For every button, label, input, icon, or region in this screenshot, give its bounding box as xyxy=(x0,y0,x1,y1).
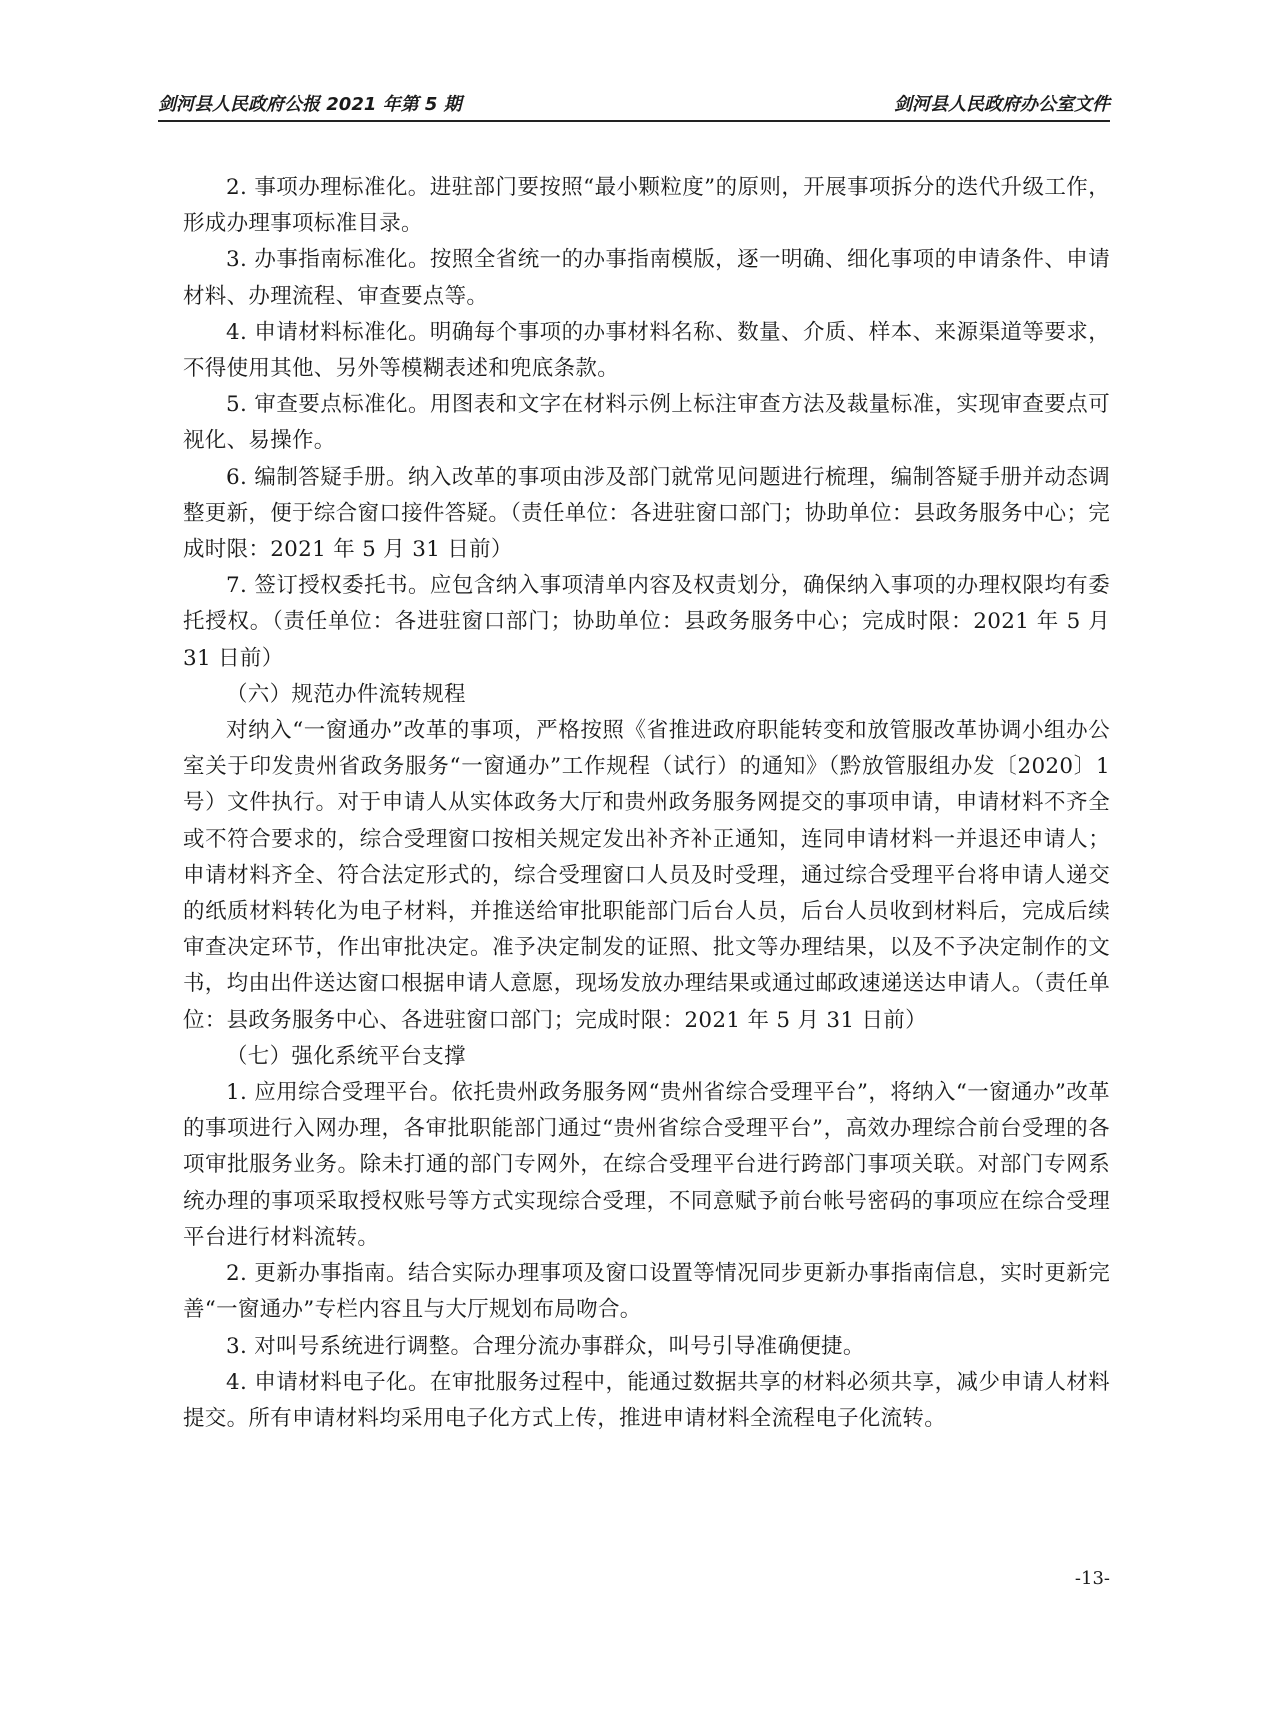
paragraph-item-7: 7. 签订授权委托书。应包含纳入事项清单内容及权责划分，确保纳入事项的办理权限均有委托授权。（责任单位：各进驻窗口部门；协助单位：县政务服务中心；完成时限：2021 年 5 月 31 日前） xyxy=(183,573,1110,671)
bulletin-issue-title: 剑河县人民政府公报 2021 年第 5 期 xyxy=(158,94,462,115)
section-heading-7: （七）强化系统平台支撑 xyxy=(226,1043,466,1069)
paragraph-workflow-rules: 对纳入“一窗通办”改革的事项，严格按照《省推进政府职能转变和放管服改革协调小组办公室关于印发贵州省政务服务“一窗通办”工作规程（试行）的通知》（黔放管服组办发〔2020〕1 号）文件执行。对于申请人从实体政务大厅和贵州政务服务网提交的事项申请，申请材料不齐全或不符合要求的，综合受理窗口按相关规定发出补齐补正通知，连同申请材料一并退还申请人；申请材料齐全、符合法定形式的，综合受理窗口人员及时受理，通过综合受理平台将申请人递交的纸质材料转化为电子材料，并推送给审批职能部门后台人员，后台人员收到材料后，完成后续审查决定环节，作出审批决定。准予决定制发的证照、批文等办理结果，以及不予决定制作的文书，均由出件送达窗口根据申请人意愿，现场发放办理结果或通过邮政速递送达申请人。（责任单位：县政务服务中心、各进驻窗口部门；完成时限：2021 年 5 月 31 日前） xyxy=(183,718,1110,1033)
paragraph-item-5: 5. 审查要点标准化。用图表和文字在材料示例上标注审查方法及裁量标准，实现审查要点可视化、易操作。 xyxy=(183,392,1110,454)
paragraph-platform-4: 4. 申请材料电子化。在审批服务过程中，能通过数据共享的材料必须共享，减少申请人材料提交。所有申请材料均采用电子化方式上传，推进申请材料全流程电子化流转。 xyxy=(183,1369,1110,1431)
paragraph-platform-3: 3. 对叫号系统进行调整。合理分流办事群众，叫号引导准确便捷。 xyxy=(226,1333,865,1359)
paragraph-item-3: 3. 办事指南标准化。按照全省统一的办事指南模版，逐一明确、细化事项的申请条件、申请材料、办理流程、审查要点等。 xyxy=(183,247,1110,309)
paragraph-platform-2: 2. 更新办事指南。结合实际办理事项及窗口设置等情况同步更新办事指南信息，实时更新完善“一窗通办”专栏内容且与大厅规划布局吻合。 xyxy=(183,1261,1110,1323)
page-number: -13- xyxy=(1074,1568,1110,1589)
document-source-title: 剑河县人民政府办公室文件 xyxy=(894,94,1110,115)
section-heading-6: （六）规范办件流转规程 xyxy=(226,681,466,707)
document-body xyxy=(183,170,1110,1437)
paragraph-platform-1: 1. 应用综合受理平台。依托贵州政务服务网“贵州省综合受理平台”，将纳入“一窗通办”改革的事项进行入网办理，各审批职能部门通过“贵州省综合受理平台”，高效办理综合前台受理的各项审批服务业务。除未打通的部门专网外，在综合受理平台进行跨部门事项关联。对部门专网系统办理的事项采取授权账号等方式实现综合受理，不同意赋予前台帐号密码的事项应在综合受理平台进行材料流转。 xyxy=(183,1080,1110,1250)
page-header xyxy=(158,88,1110,122)
paragraph-item-4: 4. 申请材料标准化。明确每个事项的办事材料名称、数量、介质、样本、来源渠道等要求，不得使用其他、另外等模糊表述和兜底条款。 xyxy=(183,319,1110,382)
paragraph-item-2: 2. 事项办理标准化。进驻部门要按照“最小颗粒度”的原则，开展事项拆分的迭代升级工作，形成办理事项标准目录。 xyxy=(183,175,1110,237)
paragraph-item-6: 6. 编制答疑手册。纳入改革的事项由涉及部门就常见问题进行梳理，编制答疑手册并动态调整更新，便于综合窗口接件答疑。（责任单位：各进驻窗口部门；协助单位：县政务服务中心；完成时限：2021 年 5 月 31 日前） xyxy=(183,464,1110,563)
